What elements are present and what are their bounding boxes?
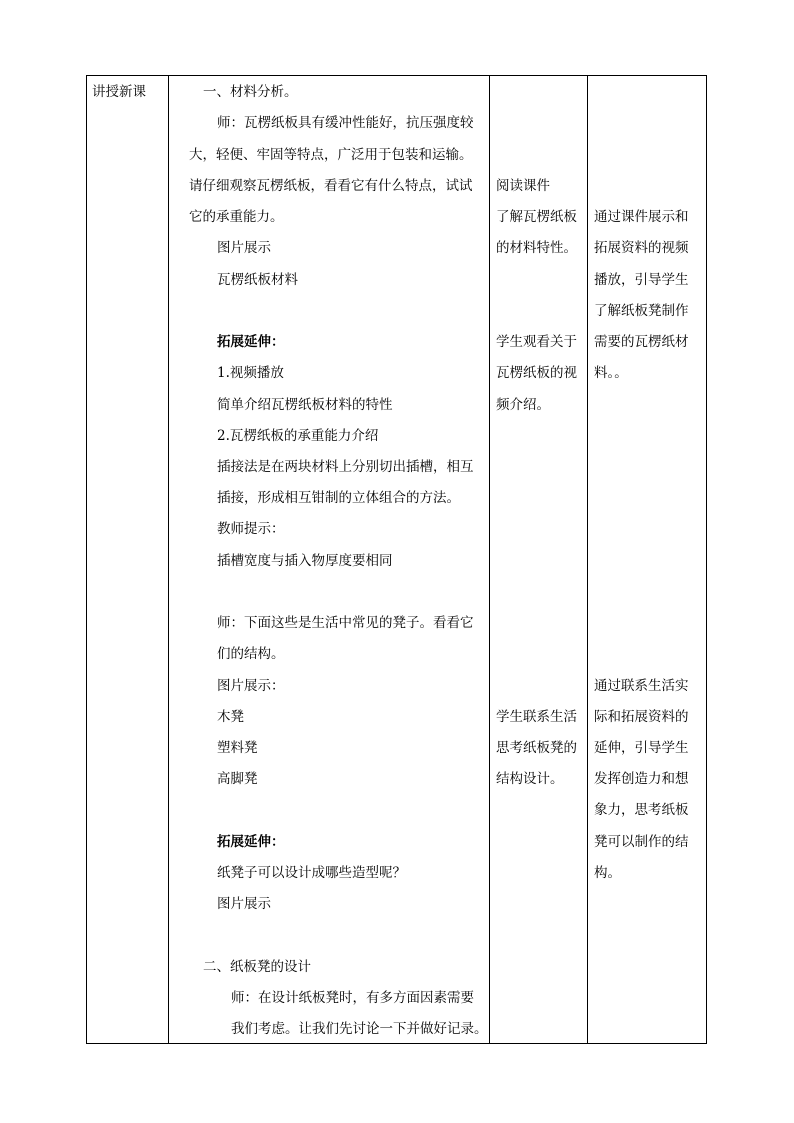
content-line: 插槽宽度与插入物厚度要相同 [217,553,393,569]
content-line: 纸凳子可以设计成哪些造型呢？ [217,865,406,881]
purpose-line: 象力，思考纸板 [594,802,689,818]
content-line: 它的承重能力。 [189,209,284,225]
purpose-line: 播放，引导学生 [594,272,689,288]
content-line: 塑料凳 [217,740,258,756]
purpose-line: 通过课件展示和 [594,209,689,225]
student-line: 学生观看关于 [496,334,577,350]
student-line: 的材料特性。 [496,240,577,256]
content-line: 高脚凳 [217,771,258,787]
content-heading-design: 二、纸板凳的设计 [203,959,311,975]
content-line: 图片展示 [217,896,271,912]
content-line: 教师提示： [217,521,285,537]
section-label: 讲授新课 [92,84,146,100]
purpose-line: 凳可以制作的结 [594,834,689,850]
content-line: 插接，形成相互钳制的立体组合的方法。 [217,490,460,506]
content-line: 我们考虑。让我们先讨论一下并做好记录。 [231,1021,488,1037]
student-line: 阅读课件 [496,178,550,194]
content-heading-materials: 一、材料分析。 [203,84,298,100]
purpose-line: 构。 [594,865,621,881]
student-line: 频介绍。 [496,397,550,413]
content-line: 图片展示 [217,240,271,256]
student-line: 学生联系生活 [496,709,577,725]
content-subheading-extension: 拓展延伸： [217,834,285,850]
content-line: 们的结构。 [217,646,285,662]
purpose-line: 际和拓展资料的 [594,709,689,725]
content-line: 请仔细观察瓦楞纸板，看看它有什么特点，试试 [189,178,473,194]
content-line: 大，轻便、牢固等特点，广泛用于包装和运输。 [189,147,473,163]
purpose-line: 通过联系生活实 [594,678,689,694]
section-label-cell [87,76,169,1044]
content-line: 简单介绍瓦楞纸板材料的特性 [217,397,393,413]
content-line: 师：下面这些是生活中常见的凳子。看看它 [217,615,474,631]
student-line: 瓦楞纸板的视 [496,365,577,381]
content-line: 插接法是在两块材料上分别切出插槽，相互 [217,459,474,475]
purpose-line: 需要的瓦楞纸材 [594,334,689,350]
content-line: 木凳 [217,709,244,725]
student-line: 思考纸板凳的 [496,740,577,756]
student-line: 结构设计。 [496,771,564,787]
content-line: 瓦楞纸板材料 [217,272,298,288]
student-line: 了解瓦楞纸板 [496,209,577,225]
purpose-line: 延伸，引导学生 [594,740,689,756]
purpose-line: 了解纸板凳制作 [594,303,689,319]
purpose-line: 料。。 [594,365,628,381]
content-line: 1.视频播放 [217,365,284,381]
content-line: 2.瓦楞纸板的承重能力介绍 [217,428,379,444]
content-line: 图片展示： [217,678,285,694]
content-subheading-extension: 拓展延伸： [217,334,285,350]
purpose-line: 拓展资料的视频 [594,240,689,256]
content-line: 师：瓦楞纸板具有缓冲性能好，抗压强度较 [217,115,474,131]
content-line: 师：在设计纸板凳时，有多方面因素需要 [231,990,474,1006]
purpose-line: 发挥创造力和想 [594,771,689,787]
